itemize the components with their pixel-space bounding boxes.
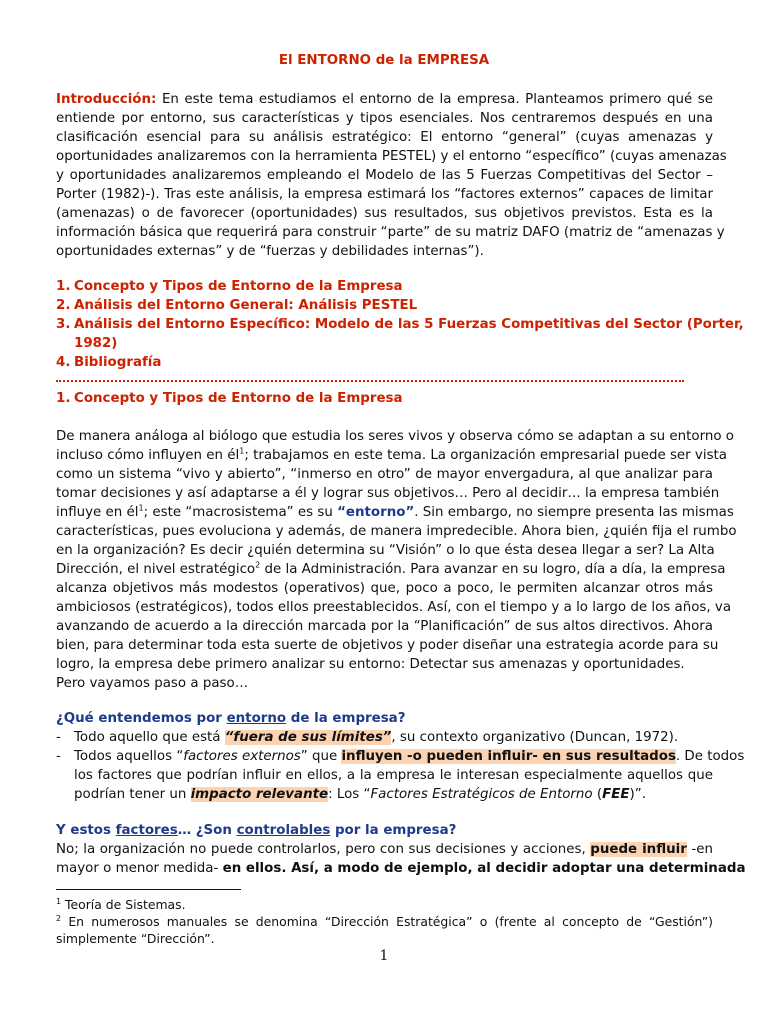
highlight-fuera-limites: “fuera de sus límites” <box>224 730 392 745</box>
bullet-2-line-3: podrían tener un impacto relevante: Los “Factores Estratégicos de Entorno (FEE)”. <box>74 787 646 802</box>
section-1-heading: 1. Concepto y Tipos de Entorno de la Empresa <box>56 391 403 406</box>
intro-label: Introducción: <box>56 92 157 107</box>
toc-item-1[interactable]: 1. Concepto y Tipos de Entorno de la Empresa <box>56 279 403 294</box>
intro-line-9: oportunidades externas” y de “fuerzas y debilidades internas”). <box>56 244 484 259</box>
body-line-10: ambiciosos (estratégicos), todos ellos preestablecidos. Así, con el tiempo y a lo largo de los años, va <box>56 600 732 615</box>
toc-item-2[interactable]: 2. Análisis del Entorno General: Análisis PESTEL <box>56 298 418 313</box>
p2-line-1: No; la organización no puede controlarlos, pero con sus decisiones y acciones, puede influir -en <box>56 842 713 857</box>
highlight-influyen: influyen -o pueden influir- en sus resultados <box>341 749 676 764</box>
intro-line-2: entiende por entorno, sus características y tipos esenciales. Nos centraremos después en una <box>56 111 713 126</box>
toc-item-3-cont[interactable]: 1982) <box>74 336 118 351</box>
toc-item-4[interactable]: 4. Bibliografía <box>56 355 162 370</box>
body-line-13: logro, la empresa debe primero analizar su entorno: Detectar sus amenazas y oportunidades. <box>56 657 685 672</box>
body-line-1: De manera análoga al biólogo que estudia los seres vivos y observa cómo se adaptan a su entorno o <box>56 429 734 444</box>
highlight-impacto: impacto relevante <box>190 787 329 802</box>
body-line-7: en la organización? Es decir ¿quién determina su “Visión” o lo que ésta desea llegar a ser? La Alta <box>56 543 715 558</box>
page-number: 1 <box>379 948 389 964</box>
question-entorno: ¿Qué entendemos por entorno de la empresa? <box>56 711 406 726</box>
p2-line-2: mayor o menor medida- en ellos. Así, a modo de ejemplo, al decidir adoptar una determinada <box>56 861 746 876</box>
toc-item-3[interactable]: 3. Análisis del Entorno Específico: Modelo de las 5 Fuerzas Competitivas del Sector (Porter, <box>56 317 744 332</box>
body-line-4: tomar decisiones y así adaptarse a él y lograr sus objetivos… Pero al decidir… la empresa también <box>56 486 720 501</box>
intro-line-6: Porter (1982)-). Tras este análisis, la empresa estimará los “factores externos” capaces de limitar <box>56 187 713 202</box>
body-line-14: Pero vayamos paso a paso… <box>56 676 249 691</box>
body-line-9: alcanza objetivos más modestos (operativos) que, poco a poco, le permiten alcanzar otros más <box>56 581 713 596</box>
body-line-6: características, pues evoluciona y además, de manera impredecible. Ahora bien, ¿quién fija el rumbo <box>56 524 737 539</box>
body-line-5: influye en $él^1$; este “macrosistema” es su “entorno”. Sin embargo, no siempre presenta las mismas <box>56 503 734 520</box>
highlight-puede-influir: puede influir <box>590 842 687 857</box>
body-line-2: incluso cómo influyen en $él^1$; trabajamos en este tema. La organización empresarial puede ser vista <box>56 446 727 463</box>
footnote-2-cont: simplemente “Dirección”. <box>56 931 215 946</box>
intro-line-1: Introducción: En este tema estudiamos el entorno de la empresa. Planteamos primero qué se <box>56 92 713 107</box>
footnote-1: $^1$ Teoría de Sistemas. <box>56 896 186 912</box>
question-controlables: Y estos factores… ¿Son controlables por la empresa? <box>56 823 457 838</box>
body-line-11: avanzando de acuerdo a la dirección marcada por la “Planificación” de sus altos directivos. Ahora <box>56 619 713 634</box>
intro-line-5: y oportunidades analizaremos empleando el Modelo de las 5 Fuerzas Competitivas del Sector – <box>56 168 713 183</box>
document-title: El ENTORNO de la EMPRESA <box>278 53 490 68</box>
footnote-rule <box>56 889 241 890</box>
dotted-separator <box>56 372 684 382</box>
intro-line-3: clasificación esencial para su análisis estratégico: El entorno “general” (cuyas amenazas y <box>56 130 713 145</box>
intro-line-8: información básica que requerirá para construir “parte” de su matriz DAFO (matriz de “amenazas y <box>56 225 725 240</box>
footnote-2: $^2$ En numerosos manuales se denomina “Dirección Estratégica” o (frente al concepto de “Gestión”) <box>56 913 713 929</box>
entorno-highlight: “entorno” <box>337 505 415 520</box>
body-line-8: Dirección, el nivel estratégico$^2$ de la Administración. Para avanzar en su logro, día a día, la empresa <box>56 560 726 577</box>
intro-line-7: (amenazas) o de favorecer (oportunidades) sus resultados, sus objetivos previstos. Esta es la <box>56 206 713 221</box>
bullet-2-line-2: los factores que podrían influir en ellos, a la empresa le interesan especialmente aquellos que <box>74 768 713 783</box>
body-line-3: como un sistema “vivo y abierto”, “inmerso en otro” de mayor envergadura, al que analizar para <box>56 467 713 482</box>
body-line-12: bien, para determinar toda esta suerte de objetivos y poder diseñar una estrategia acorde para su <box>56 638 719 653</box>
bullet-1: - Todo aquello que está “fuera de sus límites”, su contexto organizativo (Duncan, 1972). <box>56 730 679 745</box>
intro-line-4: oportunidades analizaremos con la herramienta PESTEL) y el entorno “específico” (cuyas amenazas <box>56 149 727 164</box>
bullet-2-line-1: - Todos aquellos “factores externos” que influyen -o pueden influir- en sus resultados. De todos <box>56 749 745 764</box>
